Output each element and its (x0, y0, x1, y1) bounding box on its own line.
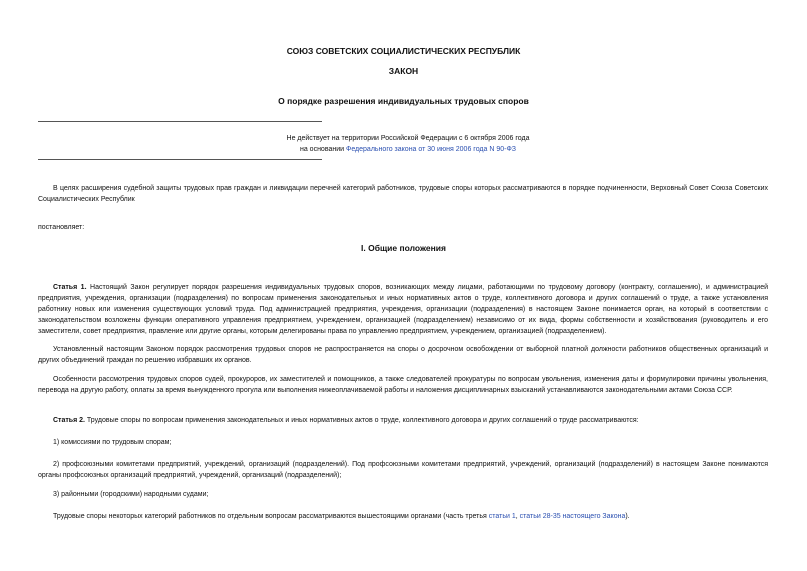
bottom-divider (38, 159, 322, 160)
article-1 (38, 282, 768, 337)
list-item-1: 1) комиссиями по трудовым спорам; (53, 439, 172, 446)
article-2-text: Трудовые споры по вопросам применения законодательных и иных нормативных актов о труде, коллективного договора и других соглашений о труде рассматриваются: (84, 417, 639, 424)
list-item-2: 2) профсоюзными комитетами предприятий, учреждений, организаций (подразделений). Под профсоюзными комитетами предприятий, учреждений, организаций (подразделений) в настоящем Законе понимаются органы профсоюзных организаций предприятий, учреждений, организаций (подразделений); (38, 461, 768, 479)
article-1-link[interactable]: статьи 1 (488, 513, 516, 520)
top-divider (38, 121, 322, 122)
article-1-label: Статья 1. (53, 284, 87, 291)
article-1-text: Настоящий Закон регулирует порядок разрешения индивидуальных трудовых споров, возникающих между лицами, работающими по трудовому договору (контракту, соглашению), и администрацией предприятия, учреждения, организации (подразделения) по вопросам применения законодательных и иных нормативных актов о труде, коллективного договора и других соглашений о труде, а также установления работнику новых или изменения существующих условий труда. Под администрацией предприятия, учреждения, организации (подразделения) в настоящем Законе понимается орган, на который в соответствии с законодательством возложены функции оперативного управления предприятием, учреждением, организацией (подразделением) независимо от их вида, формы собственности и хозяйствования (руководитель и его заместители, совет предприятия, правление или другие органы, которым делегированы права по управлению предприятием, учреждением, организацией (подразделением). (38, 284, 768, 335)
closing-paragraph: Трудовые споры некоторых категорий работников по отдельным вопросам рассматриваются вышестоящими органами (часть третья статьи 1, статьи 28-35 настоящего Закона). (53, 513, 630, 520)
federal-law-link[interactable]: Федерального закона от 30 июня 2006 года N 90-ФЗ (346, 146, 517, 153)
list-item-3: 3) районными (городскими) народными судами; (53, 491, 209, 498)
validity-note (150, 133, 666, 155)
article-2-label: Статья 2. (53, 417, 85, 424)
law-heading: ЗАКОН (388, 66, 419, 76)
law-title: О порядке разрешения индивидуальных трудовых споров (278, 96, 529, 106)
validity-note-line2: на основании Федерального закона от 30 июня 2006 года N 90-ФЗ (299, 146, 517, 153)
paragraph-established: Установленный настоящим Законом порядок рассмотрения трудовых споров не распространяется на споры о досрочном освобождении от выборной платной должности работников общественных организаций и других объединений граждан по решению избравших их органов. (38, 346, 768, 364)
paragraph-features: Особенности рассмотрения трудовых споров судей, прокуроров, их заместителей и помощников, а также следователей прокуратуры по вопросам увольнения, изменения даты и формулировки причины увольнения, перевода на другую работу, оплаты за время вынужденного прогула или выполнения нижеоплачиваемой работы и наложения дисциплинарных взысканий устанавливаются законодательными актами Союза ССР. (38, 376, 768, 394)
article-2 (38, 415, 768, 426)
preamble: В целях расширения судебной защиты трудовых прав граждан и ликвидации перечней категорий работников, трудовые споры которых рассматриваются в порядке подчиненности, Верховный Совет Союза Советских Социалистических Республик (38, 185, 768, 203)
section-title: I. Общие положения (361, 243, 446, 253)
validity-note-line1: Не действует на территории Российской Федерации с 6 октября 2006 года (286, 135, 530, 142)
resolves-text: постановляет: (38, 224, 85, 231)
union-heading: СОЮЗ СОВЕТСКИХ СОЦИАЛИСТИЧЕСКИХ РЕСПУБЛИК (286, 46, 521, 56)
articles-28-35-link[interactable]: статьи 28-35 настоящего Закона (519, 513, 626, 520)
